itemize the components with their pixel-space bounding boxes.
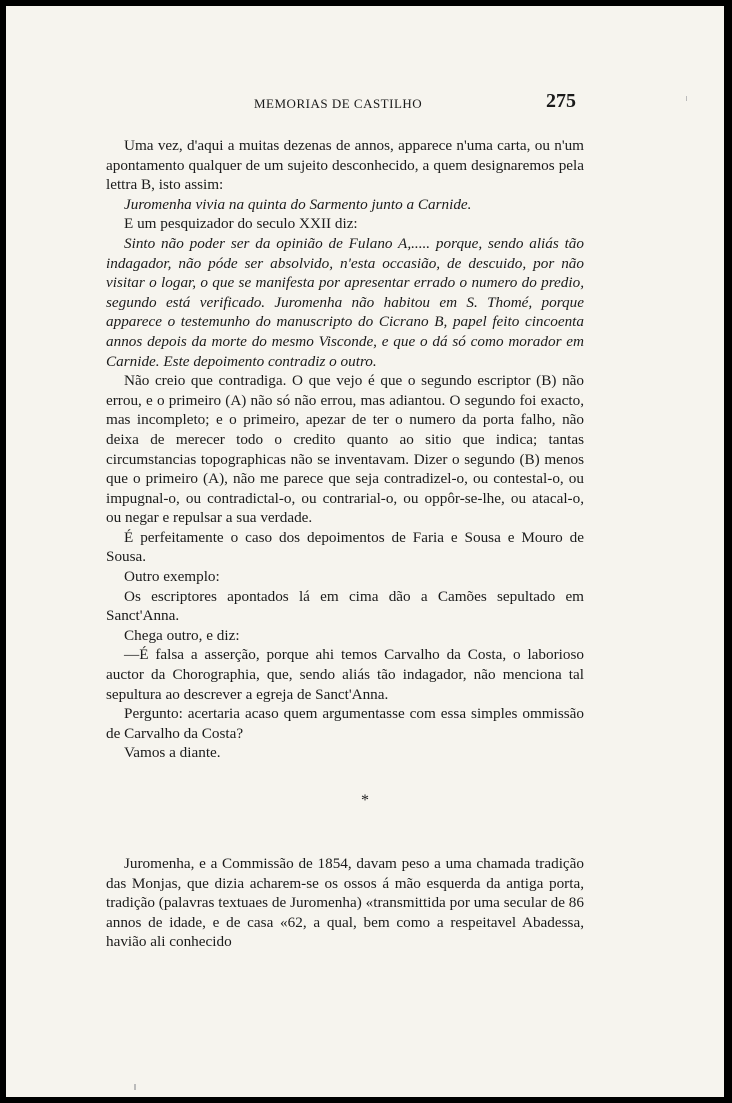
paragraph: Outro exemplo: — [124, 568, 220, 586]
paragraph: Chega outro, e diz: — [124, 626, 240, 644]
paragraph: Vamos a diante. — [124, 744, 221, 762]
main-text — [106, 136, 584, 763]
paragraph: E um pesquizador do seculo XXII diz: — [124, 215, 358, 233]
lower-text — [106, 854, 584, 952]
paragraph: Não creio que contradiga. O que vejo é que o segundo escriptor (B) não errou, e o primeiro (A) não só não errou, mas adiantou. O segundo foi exacto, mas incompleto; e o primeiro, apezar de ter o numero da porta falho, não deixa de merecer todo o credito quanto ao sitio que indica; tantas circumstancias topographicas não se inventavam. Dizer o segundo (B) menos que o primeiro (A), não me parece que seja contradizel-o, ou contestal-o, ou impugnal-o, ou contradictal-o, ou contrarial-o, ou oppôr-se-lhe, ou atacal-o, ou negar e repulsar a sua verdade. — [106, 372, 584, 527]
paragraph: Uma vez, d'aqui a muitas dezenas de annos, apparece n'uma carta, ou n'um apontamento qualquer de um sujeito desconhecido, a quem designaremos pela lettra B, isto assim: — [106, 137, 584, 194]
paragraph: Os escriptores apontados lá em cima dão a Camões sepultado em Sanct'Anna. — [106, 587, 584, 625]
paragraph: Pergunto: acertaria acaso quem argumentasse com essa simples ommissão de Carvalho da Costa? — [106, 705, 584, 742]
quoted-paragraph: Juromenha vivia na quinta do Sarmento junto a Carnide. — [124, 195, 472, 213]
paragraph: Juromenha, e a Commissão de 1854, davam peso a uma chamada tradição das Monjas, que dizia acharem-se os ossos á mão esquerda da antiga porta, tradição (palavras textuaes de Juromenha) «transmittida por uma secular de 86 annos de idade, e de casa «62, a qual, bem como a respeitavel Abadessa, havião ali conhecido — [106, 855, 584, 951]
paragraph: —É falsa a asserção, porque ahi temos Carvalho da Costa, o laborioso auctor da Chorographia, que, sendo aliás tão indagador, não menciona tal sepultura ao descrever a egreja de Sanct'Anna. — [106, 646, 584, 703]
quoted-paragraph: Sinto não poder ser da opinião de Fulano A,..... porque, sendo aliás tão indagador, não póde ser absolvido, n'esta occasião, de descuido, por não visitar o logar, o que se manifesta por apresentar errado o numero do predio, segundo está verificado. Juromenha não habitou em S. Thomé, porque apparece o testemunho do manuscripto do Cicrano B, papel feito cincoenta annos depois da morte do mesmo Visconde, e que o dá só como morador em Carnide. Este depoimento contradiz o outro. — [106, 234, 584, 370]
page-number: 275 — [546, 90, 576, 112]
paragraph: É perfeitamente o caso dos depoimentos de Faria e Sousa e Mouro de Sousa. — [106, 528, 584, 566]
page-header — [6, 90, 724, 120]
book-page — [6, 6, 724, 1097]
scan-speck — [134, 1084, 136, 1090]
running-title: MEMORIAS DE CASTILHO — [254, 96, 423, 111]
section-separator: * — [361, 792, 369, 809]
scan-speck — [686, 96, 687, 101]
